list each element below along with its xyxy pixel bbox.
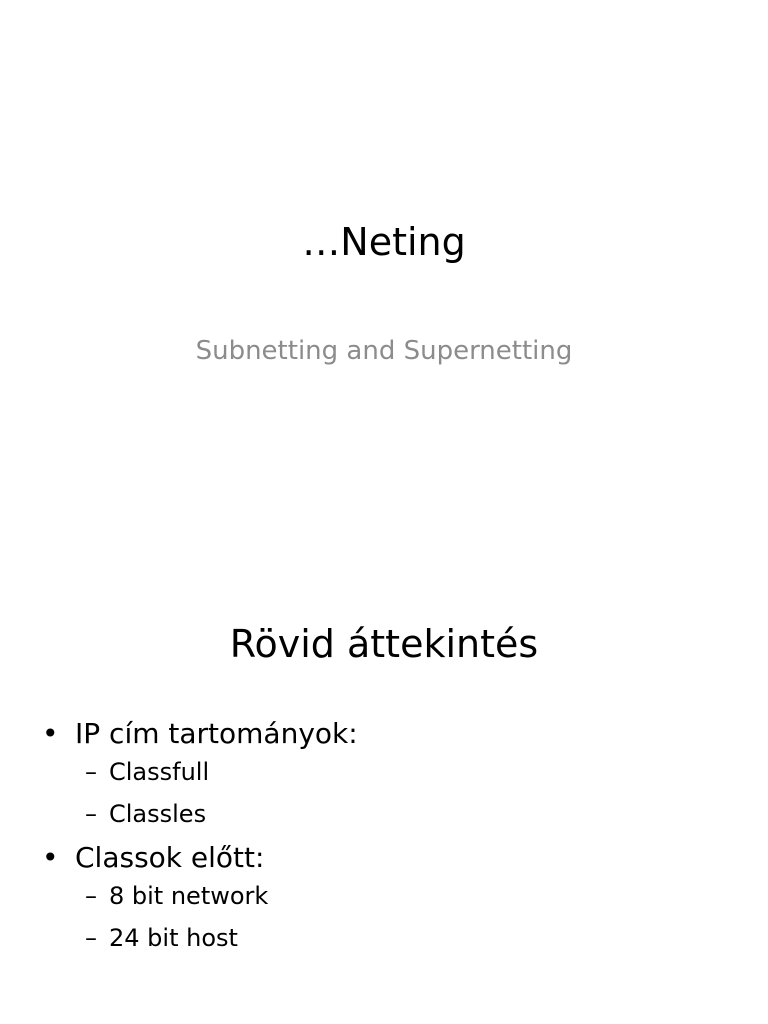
sub-bullet-text: 8 bit network xyxy=(109,882,269,910)
sub-bullet-item xyxy=(75,922,742,954)
slide-2 xyxy=(0,576,768,1024)
sub-bullet-item xyxy=(75,756,742,788)
bullet-item xyxy=(42,840,742,954)
bullet-icon: • xyxy=(42,841,59,874)
sub-bullet-text: Classles xyxy=(109,800,207,828)
sub-bullet-text: Classfull xyxy=(109,758,210,786)
dash-icon: – xyxy=(85,924,97,952)
bullet-text: Classok előtt: xyxy=(75,841,265,874)
bullet-text: IP cím tartományok: xyxy=(75,717,358,750)
slide-title: …Neting xyxy=(302,220,466,264)
sub-bullet-list xyxy=(75,880,742,954)
slide-title: Rövid áttekintés xyxy=(229,622,539,666)
sub-bullet-list xyxy=(75,756,742,830)
slide-subtitle: Subnetting and Supernetting xyxy=(195,336,573,366)
dash-icon: – xyxy=(85,758,97,786)
dash-icon: – xyxy=(85,882,97,910)
bullet-icon: • xyxy=(42,717,59,750)
bullet-list xyxy=(42,716,742,964)
sub-bullet-item xyxy=(75,798,742,830)
sub-bullet-text: 24 bit host xyxy=(109,924,238,952)
sub-bullet-item xyxy=(75,880,742,912)
bullet-item xyxy=(42,716,742,830)
dash-icon: – xyxy=(85,800,97,828)
